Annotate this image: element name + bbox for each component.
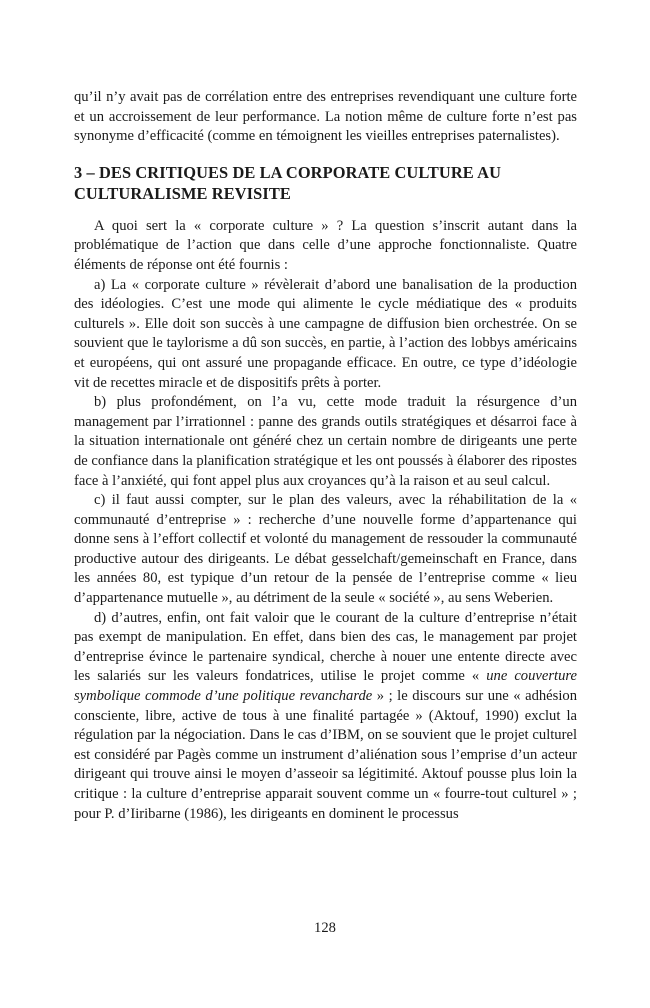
point-b-paragraph: b) plus profondément, on l’a vu, cette mode traduit la résurgence d’un management par l’irrationnel : panne des grands outils stratégiques et désarroi face à la situation internationale ont généré chez un certain nombre de dirigeants une perte de confiance dans la planification stratégique et les ont poussés à élaborer des ripostes face à l’anxiété, qui font appel plus aux croyances qu’à la raison et au seul calcul. (74, 394, 577, 489)
spacer (74, 204, 577, 217)
spacer (74, 147, 577, 162)
question-paragraph: A quoi sert la « corporate culture » ? La question s’inscrit autant dans la problématique de l’action que dans celle d’une approche fonctionnaliste. Quatre éléments de réponse ont été fournis : (74, 217, 577, 273)
section-heading: 3 – DES CRITIQUES DE LA CORPORATE CULTURE AU CULTURALISME REVISITE (74, 162, 501, 203)
point-d-text-start: d) d’autres, enfin, ont fait valoir que le courant de la culture d’entreprise n’était pas exempt de manipulation. En effet, dans bien des cas, le management par projet d’entreprise évince le partenaire syndical, cherche à nouer une entente directe avec les salariés sur les valeurs fondatrices, utilise le projet comme « (74, 609, 577, 685)
intro-paragraph: qu’il n’y avait pas de corrélation entre des entreprises revendiquant une culture forte et un accroissement de leur performance. La notion même de culture forte n’est pas synonyme d’efficacité (comme en témoignent les vieilles entreprises paternalistes). (74, 89, 577, 145)
point-a-paragraph: a) La « corporate culture » révèlerait d’abord une banalisation de la production des idéologies. C’est une mode qui alimente le cycle médiatique des « produits culturels ». Elle doit son succès à une campagne de diffusion bien orchestrée. On se souvient que le taylorisme a dû son succès, en partie, à l’action des lobbys américains et européens, qui ont assuré une propagande efficace. En outre, ce type d’idéologie vit de recettes miracle et de dispositifs prêts à porter. (74, 276, 577, 391)
page-number: 128 (314, 920, 336, 936)
point-d-paragraph (74, 609, 577, 825)
point-d-italic-quote: une couverture symbolique commode d’une politique revancharde (74, 668, 577, 705)
page-body (74, 88, 577, 824)
point-d-text-end: » ; le discours sur une « adhésion consciente, libre, active de tous à une finalité partagée » (Aktouf, 1990) exclut la régulation par la négociation. Dans le cas d’IBM, on se souvient que le projet culturel est considéré par Pagès comme un instrument d’aliénation sous l’emprise d’un acteur dirigeant qui trouve ainsi le moyen d’asseoir sa légitimité. Aktouf pousse plus loin la critique : la culture d’entreprise apparait souvent comme un « fourre-tout culturel » ; pour P. d’Iiribarne (1986), les dirigeants en dominent le processus (74, 688, 577, 822)
point-c-paragraph: c) il faut aussi compter, sur le plan des valeurs, avec la réhabilitation de la « communauté d’entreprise » : recherche d’une nouvelle forme d’appartenance qui donne sens à l’effort collectif et volonté du management de ressouder la communauté productive autour des dirigeants. Le débat gesselchaft/gemeinschaft en France, dans les années 80, est typique d’un retour de la pensée de l’entreprise comme « lieu d’appartenance mutuelle », au détriment de la seule « société », au sens Weberien. (74, 492, 577, 607)
